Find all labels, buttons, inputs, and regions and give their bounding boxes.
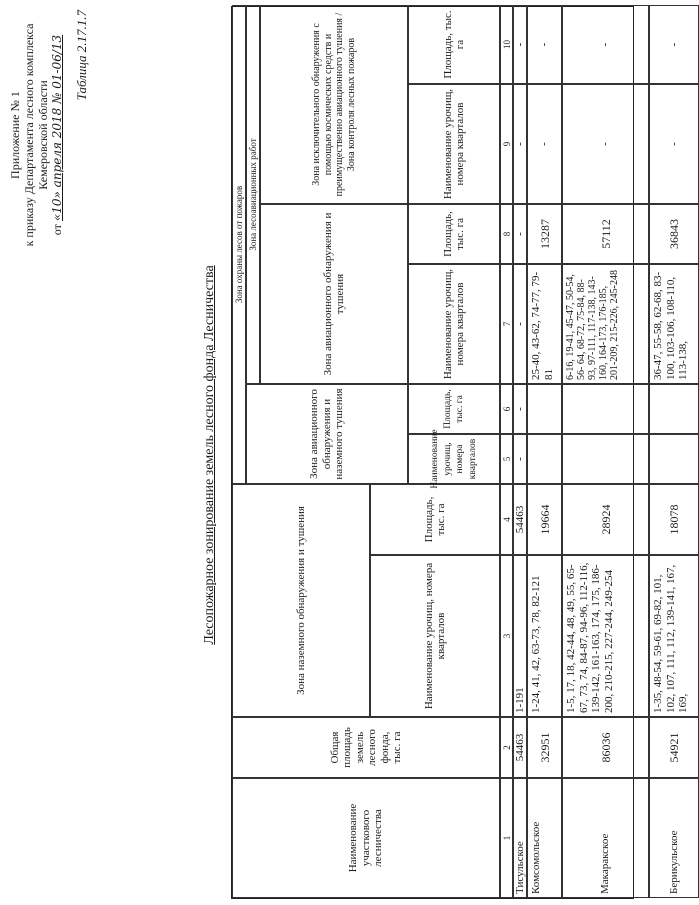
row-1-col-6: - — [513, 384, 527, 434]
appendix-line-1: Приложение № 1 — [8, 91, 22, 179]
row-2-col-5 — [527, 434, 562, 484]
header-forestry-name: Наименование участкового лесничества — [232, 778, 500, 898]
handwritten-date-number: «10» апреля 2018 № 01-06/13 — [50, 34, 64, 222]
row-1-col-10: - — [513, 5, 527, 84]
column-number-10: 10 — [500, 5, 513, 84]
column-number-9: 9 — [500, 84, 513, 204]
column-number-6: 6 — [500, 384, 513, 434]
appendix-line-3: Кемеровской области — [36, 80, 50, 190]
row-2-col-8: 13287 — [527, 204, 562, 264]
row-4-col-9: - — [649, 84, 699, 204]
header-aviation-ground-quarters: Наименование урочищ, номера кварталов — [408, 434, 500, 484]
column-number-7: 7 — [500, 264, 513, 384]
row-3-col-7: 6-16, 19-41, 45-47, 50-54, 56- 64, 68-72, 75-84, 88-93, 97-111, 117-138, 143-160, 164-173, 176-185, 201-209, 215-226, 245-248 — [562, 264, 649, 384]
row-3-total: 86036 — [562, 717, 649, 778]
appendix-block — [8, 5, 64, 265]
row-4-col-10: - — [649, 5, 699, 84]
row-1-col-5: - — [513, 434, 527, 484]
row-1-total: 54463 — [513, 717, 527, 778]
row-2-ground-quarters: 1-24, 41, 42, 63-73, 78, 82-121 — [527, 555, 562, 717]
row-4-total: 54921 — [649, 717, 699, 778]
row-3-col-10: - — [562, 5, 649, 84]
row-1-col-9: - — [513, 84, 527, 204]
row-1-name: Тисульское — [513, 778, 527, 898]
row-4-col-5 — [649, 434, 699, 484]
row-2-col-10: - — [527, 5, 562, 84]
header-zone-aviation-ground: Зона авиационного обнаружения и наземного тушения — [246, 384, 408, 484]
row-1-col-7: - — [513, 264, 527, 384]
row-3-ground-area: 28924 — [562, 484, 649, 555]
row-4-ground-quarters: 1-35, 48-54, 59-61, 69-82, 101, 102, 107, 111, 112, 139-141, 167, 169, — [649, 555, 699, 717]
header-aviation-area: Площадь, тыс. га — [408, 204, 500, 264]
row-4-col-7: 36-47, 55-58, 62-68, 83-100, 103-106, 108-110, 113-138, — [649, 264, 699, 384]
row-2-total: 32951 — [527, 717, 562, 778]
row-2-col-7: 25-40, 43-62, 74-77, 79-81 — [527, 264, 562, 384]
row-4-col-6 — [649, 384, 699, 434]
row-4-col-8: 36843 — [649, 204, 699, 264]
row-3-col-6 — [562, 384, 649, 434]
column-number-3: 3 — [500, 555, 513, 717]
zoning-table — [231, 6, 689, 899]
row-3-name: Макаракское — [562, 778, 649, 898]
table-number: Таблица 2.17.1.7 — [74, 10, 89, 101]
header-zone-aviation: Зона авиационного обнаружения и тушения — [260, 204, 408, 384]
header-zone-protection: Зона охраны лесов от пожаров — [232, 5, 246, 484]
document-title: Лесопожарное зонирование земель лесного фонда Лесничества — [202, 265, 217, 645]
row-1-ground-quarters: 1-191 — [513, 555, 527, 717]
row-2-col-9: - — [527, 84, 562, 204]
header-exclusive-area: Площадь, тыс. га — [408, 5, 500, 84]
header-aviation-ground-area: Площадь, тыс. га — [408, 384, 500, 434]
header-exclusive-quarters: Наименование урочищ, номера кварталов — [408, 84, 500, 204]
header-zone-ground: Зона наземного обнаружения и тушения — [232, 484, 370, 717]
header-zone-unguarded: Зона лесоавиационных работ — [246, 5, 260, 384]
column-number-2: 2 — [500, 717, 513, 778]
column-number-1: 1 — [500, 778, 513, 898]
row-4-name: Берикульское — [649, 778, 699, 898]
appendix-date-prefix: от — [50, 224, 64, 236]
header-aviation-quarters: Наименование урочищ, номера кварталов — [408, 264, 500, 384]
appendix-line-2: к приказу Департамента лесного комплекса — [22, 23, 36, 247]
column-number-4: 4 — [500, 484, 513, 555]
row-4-ground-area: 18078 — [649, 484, 699, 555]
row-3-col-8: 57112 — [562, 204, 649, 264]
column-number-8: 8 — [500, 204, 513, 264]
row-1-ground-area: 54463 — [513, 484, 527, 555]
header-ground-area: Площадь, тыс. га — [370, 484, 500, 555]
row-3-ground-quarters: 1-5, 17, 18, 42-44, 48, 49, 55, 65-67, 73, 74, 84-87, 94-96, 112-116, 139-142, 161-163, 174, 175, 186-200, 210-215, 227-244, 249-254 — [562, 555, 649, 717]
header-ground-quarters: Наименование урочищ, номера кварталов — [370, 555, 500, 717]
row-3-col-5 — [562, 434, 649, 484]
row-1-col-8: - — [513, 204, 527, 264]
row-2-col-6 — [527, 384, 562, 434]
header-zone-exclusive: Зона исключительного обнаружения с помощью космических средств и преимущественно авиационного тушения / Зона контроля лесных пожаров — [260, 5, 408, 204]
appendix-line-4 — [50, 5, 64, 265]
header-total-area: Общая площадь земель лесного фонда, тыс. га — [232, 717, 500, 778]
row-2-ground-area: 19664 — [527, 484, 562, 555]
column-number-5: 5 — [500, 434, 513, 484]
row-2-name: Комсомольское — [527, 778, 562, 898]
row-3-col-9: - — [562, 84, 649, 204]
